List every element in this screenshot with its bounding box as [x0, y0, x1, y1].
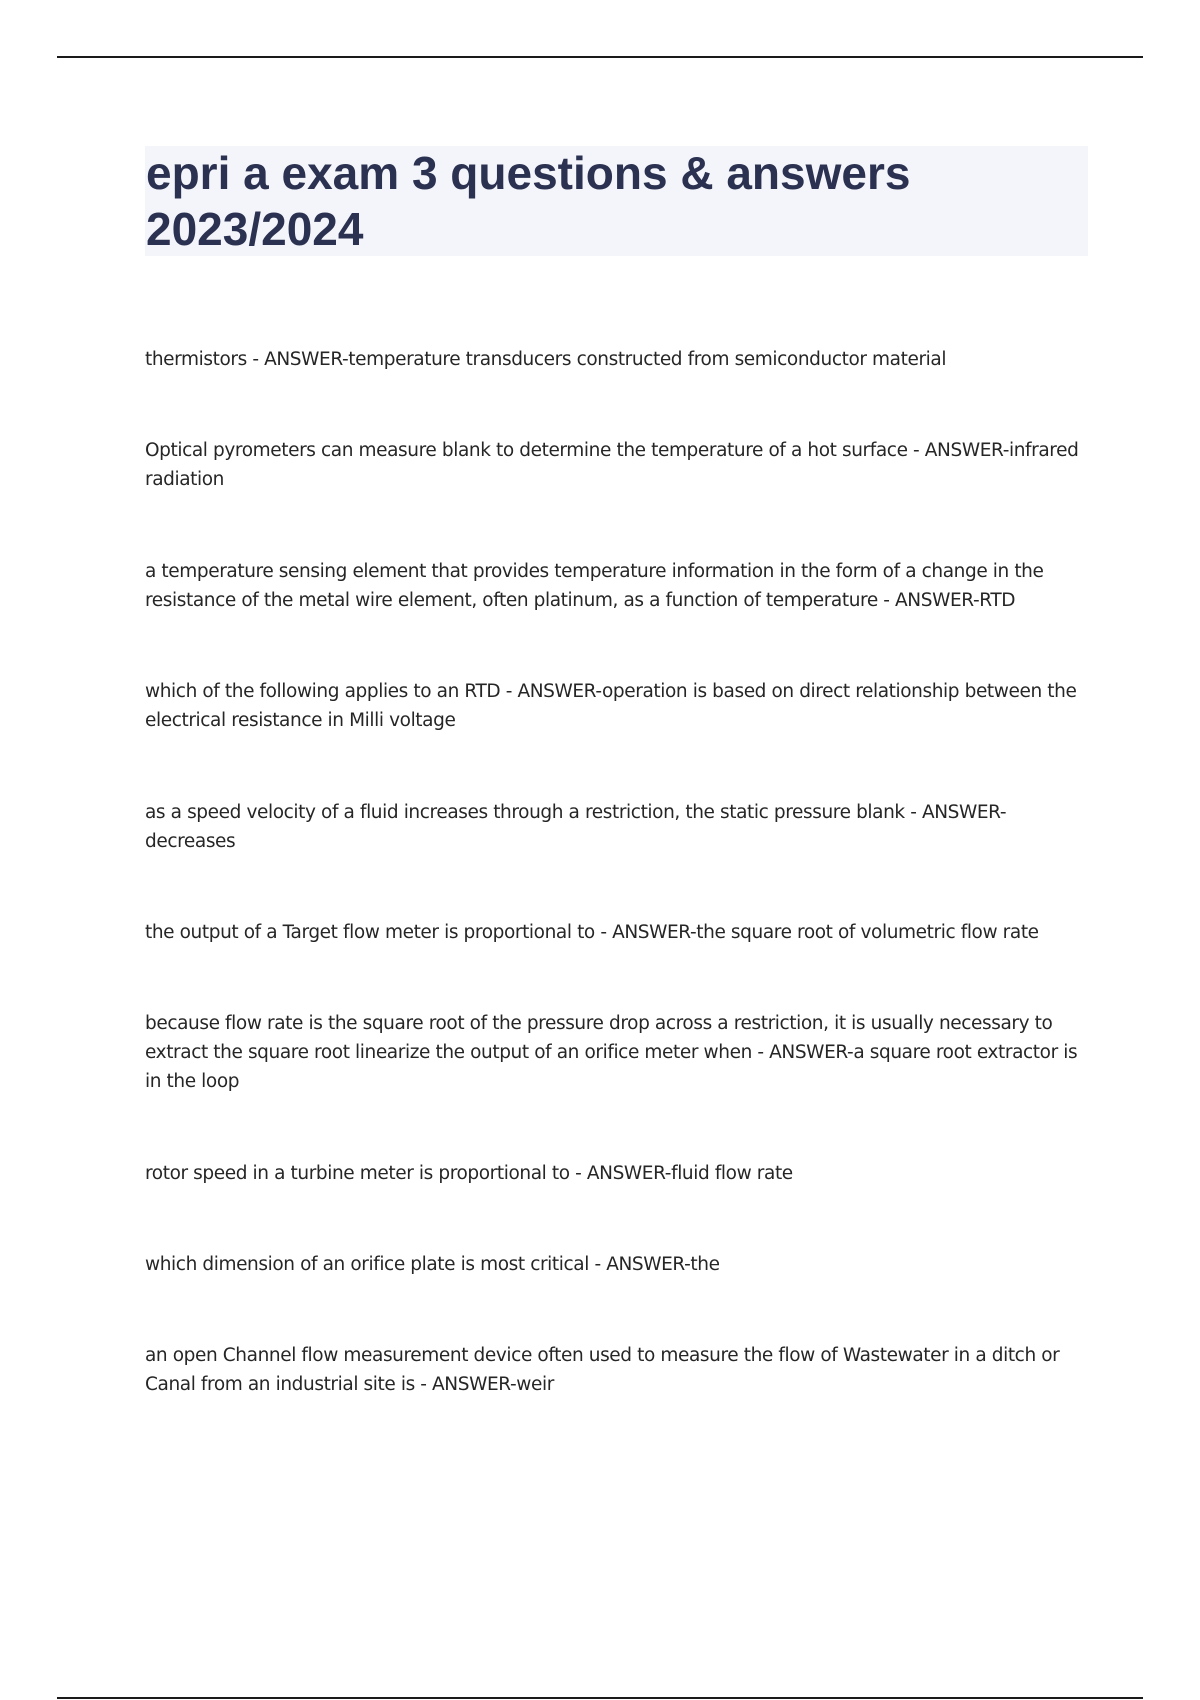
- qa-item: rotor speed in a turbine meter is proportional to - ANSWER-fluid flow rate: [145, 1163, 793, 1184]
- qa-item: which dimension of an orifice plate is most critical - ANSWER-the: [145, 1254, 720, 1275]
- qa-item: because flow rate is the square root of the pressure drop across a restriction, it is usually necessary to extract the square root linearize the output of an orifice meter when - ANSWER-a square root extractor is in the loop: [145, 1013, 1078, 1092]
- bottom-divider: [57, 1697, 1143, 1699]
- qa-item: which of the following applies to an RTD - ANSWER-operation is based on direct relationship between the electrical resistance in Milli voltage: [145, 681, 1077, 731]
- qa-item: Optical pyrometers can measure blank to determine the temperature of a hot surface - ANSWER-infrared radiation: [145, 440, 1079, 490]
- qa-item: a temperature sensing element that provides temperature information in the form of a change in the resistance of the metal wire element, often platinum, as a function of temperature - ANSWER-RTD: [145, 561, 1044, 611]
- qa-item: the output of a Target flow meter is proportional to - ANSWER-the square root of volumetric flow rate: [145, 922, 1039, 943]
- document-title: epri a exam 3 questions & answers 2023/2024: [146, 147, 911, 255]
- qa-item: an open Channel flow measurement device often used to measure the flow of Wastewater in a ditch or Canal from an industrial site is - ANSWER-weir: [145, 1345, 1060, 1395]
- qa-item: as a speed velocity of a fluid increases through a restriction, the static pressure blank - ANSWER-decreases: [145, 802, 1007, 852]
- qa-item: thermistors - ANSWER-temperature transducers constructed from semiconductor material: [145, 349, 947, 370]
- top-divider: [57, 56, 1143, 58]
